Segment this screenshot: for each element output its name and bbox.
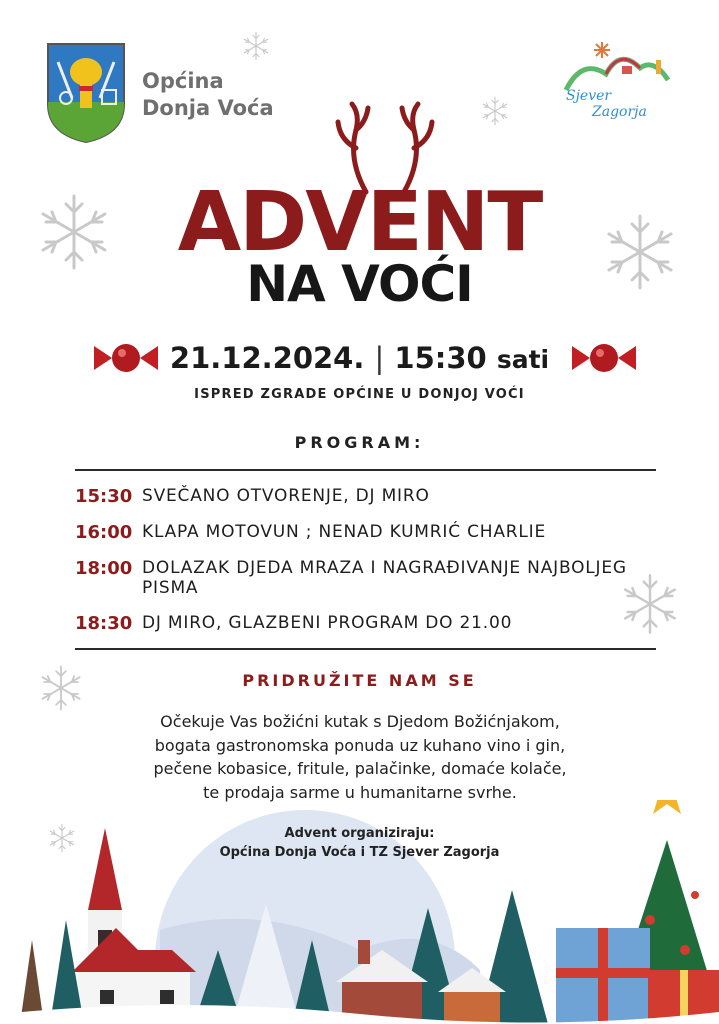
- program-item: [75, 522, 655, 544]
- divider-bottom: [75, 648, 656, 650]
- join-heading: PRIDRUŽITE NAM SE: [242, 671, 477, 690]
- program-item: [75, 558, 655, 600]
- program-item-text: KLAPA MOTOVUN ; NENAD KUMRIĆ CHARLIE: [142, 522, 546, 542]
- description-line: te prodaja sarme u humanitarne svrhe.: [203, 782, 517, 802]
- title-advent: ADVENT: [177, 175, 542, 270]
- program-item: [75, 613, 655, 635]
- event-date: 21.12.2024.: [169, 341, 365, 375]
- description: [110, 710, 610, 804]
- municipality-name-line2: Donja Voća: [142, 96, 274, 120]
- municipality-name-line1: Općina: [142, 69, 224, 93]
- description-line: Očekuje Vas božićni kutak s Djedom Božićnjakom,: [160, 712, 560, 731]
- program-item-time: 18:00: [75, 558, 133, 579]
- program-item-time: 15:30: [75, 486, 133, 507]
- organizers-names: Općina Donja Voća i TZ Sjever Zagorja: [219, 845, 500, 860]
- snowflake-icon: [244, 32, 268, 59]
- event-time: 15:30: [394, 341, 487, 375]
- snowflake-icon: [483, 97, 507, 124]
- description-line: pečene kobasice, fritule, palačinke, domaće kolače,: [153, 759, 567, 778]
- event-location: ISPRED ZGRADE OPĆINE U DONJOJ VOĆI: [194, 387, 525, 402]
- program-item-time: 16:00: [75, 522, 133, 543]
- program-heading: PROGRAM:: [294, 433, 425, 452]
- partner-name-line1: Sjever: [566, 88, 612, 104]
- program-item-text: DOLAZAK DJEDA MRAZA I NAGRAĐIVANJE NAJBOLJEG PISMA: [142, 558, 627, 598]
- event-time-unit: sati: [496, 345, 550, 374]
- divider-top: [75, 469, 656, 471]
- organizers-label: Advent organiziraju:: [284, 826, 435, 841]
- program-item-time: 18:30: [75, 613, 133, 634]
- description-line: bogata gastronomska ponuda uz kuhano vino i gin,: [154, 735, 566, 755]
- program-item-text: SVEČANO OTVORENJE, DJ MIRO: [142, 486, 430, 506]
- partner-name-line2: Zagorja: [592, 104, 647, 120]
- event-date-time: 21.12.2024. | 15:30 sati: [169, 341, 550, 375]
- title-na-voci: NA VOĆI: [246, 255, 473, 313]
- program-item: [75, 486, 655, 508]
- program-item-text: DJ MIRO, GLAZBENI PROGRAM DO 21.00: [142, 613, 513, 633]
